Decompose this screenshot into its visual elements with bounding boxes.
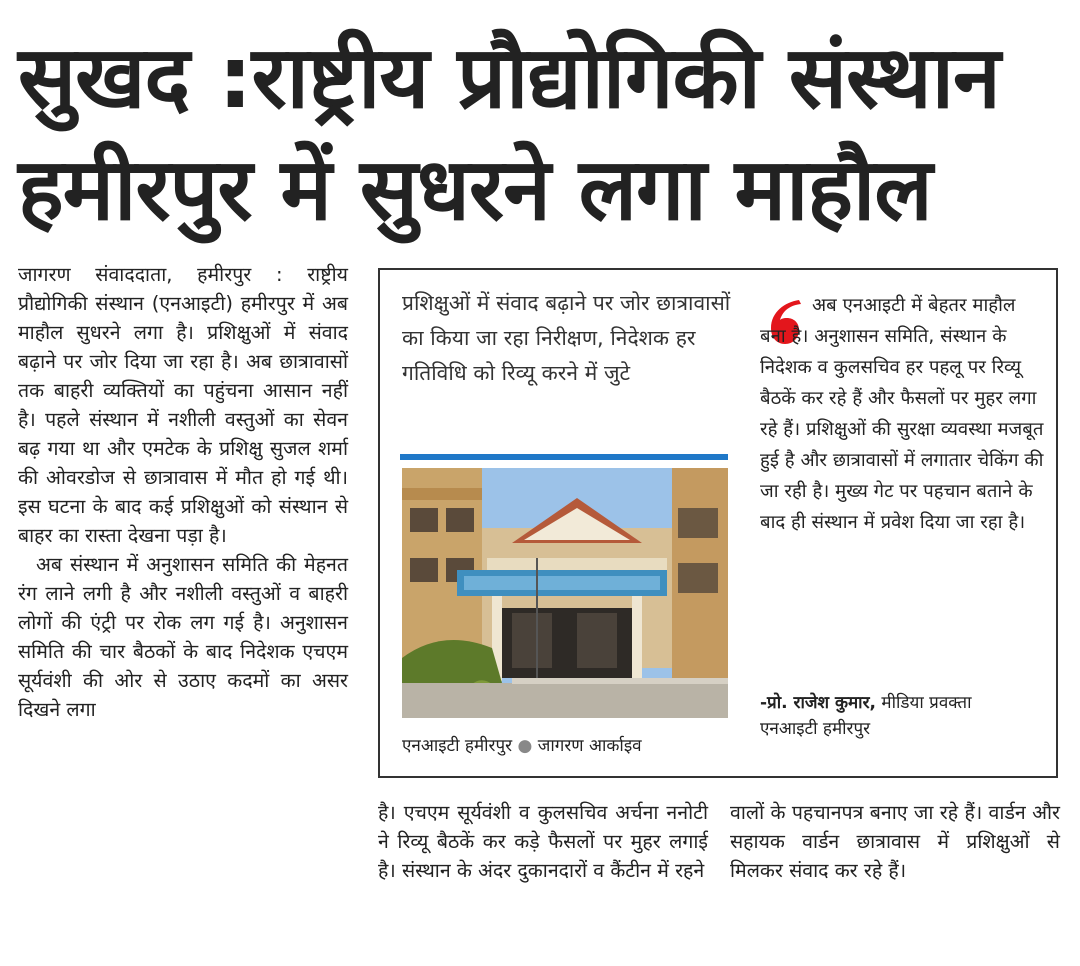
attribution-role: मीडिया प्रवक्ता [881, 693, 972, 713]
quote-attribution [760, 690, 1050, 742]
article-paragraph: अब संस्थान में अनुशासन समिति की मेहनत रंग लाने लगी है और नशीली वस्तुओं व बाहरी लोगों की एंट्री पर रोक लग गई है। अनुशासन समिति की चार बैठकों के बाद निदेशक एचएम सूर्यवंशी की ओर से उठाए कदमों का असर दिखने लगा [18, 553, 348, 721]
highlight-box [378, 268, 1058, 778]
nit-building-photo [402, 468, 728, 718]
box-subheading: प्रशिक्षुओं में संवाद बढ़ाने पर जोर छात्रावासों का किया जा रहा निरीक्षण, निदेशक हर गतिविधि को रिव्यू करने में जुटे [402, 291, 731, 385]
article-paragraph: है। एचएम सूर्यवंशी व कुलसचिव अर्चना ननोटी ने रिव्यू बैठकें कर कड़े फैसलों पर मुहर लगाई है। संस्थान के अंदर दुकानदारों व कैंटीन में रहने [378, 801, 708, 882]
article-column-right [730, 798, 1060, 885]
article-column-left [18, 260, 348, 724]
headline [18, 22, 1068, 246]
photo-caption [402, 733, 732, 756]
article-paragraph: वालों के पहचानपत्र बनाए जा रहे हैं। वार्डन और सहायक वार्डन छात्रावास में प्रशिक्षुओं से मिलकर संवाद कर रहे हैं। [730, 801, 1060, 882]
attribution-org: एनआइटी हमीरपुर [760, 719, 871, 739]
attribution-name: -प्रो. राजेश कुमार, [760, 693, 876, 713]
headline-line-1: सुखद :राष्ट्रीय प्रौद्योगिकी संस्थान [18, 28, 1000, 128]
pull-quote-text: अब एनआइटी में बेहतर माहौल बना है। अनुशासन समिति, संस्थान के निदेशक व कुलसचिव हर पहलू पर रिव्यू बैठकें कर रहे हैं और फैसलों पर मुहर लगा रहे हैं। प्रशिक्षुओं की सुरक्षा व्यवस्था मजबूत हुई है और छात्रावासों में लगातार चेकिंग की जा रही है। मुख्य गेट पर पहचान बताने के बाद ही संस्थान में प्रवेश दिया जा रहा है। [760, 295, 1044, 533]
caption-separator-icon: ● [517, 736, 538, 756]
article-paragraph: जागरण संवाददाता, हमीरपुर : राष्ट्रीय प्रौद्योगिकी संस्थान (एनआइटी) हमीरपुर में अब माहौल सुधरने लगा है। प्रशिक्षुओं में संवाद बढ़ाने पर जोर दिया जा रहा है। अब छात्रावासों तक बाहरी व्यक्तियों का पहुंचना आसान नहीं है। पहले संस्थान में नशीली वस्तुओं का सेवन बढ़ गया था और एमटेक के प्रशिक्षु सुजल शर्मा की ओवरडोज से छात्रावास में मौत हो गई थी। इस घटना के बाद कई प्रशिक्षुओं को संस्थान से बाहर का रास्ता देखना पड़ा है। [18, 263, 348, 547]
pull-quote [760, 290, 1045, 538]
caption-place: एनआइटी हमीरपुर [402, 736, 513, 756]
accent-rule [400, 454, 728, 460]
building-illustration [402, 468, 728, 718]
article-column-middle [378, 798, 708, 885]
caption-source: जागरण आर्काइव [537, 736, 642, 756]
headline-line-2: हमीरपुर में सुधरने लगा माहौल [18, 140, 932, 240]
